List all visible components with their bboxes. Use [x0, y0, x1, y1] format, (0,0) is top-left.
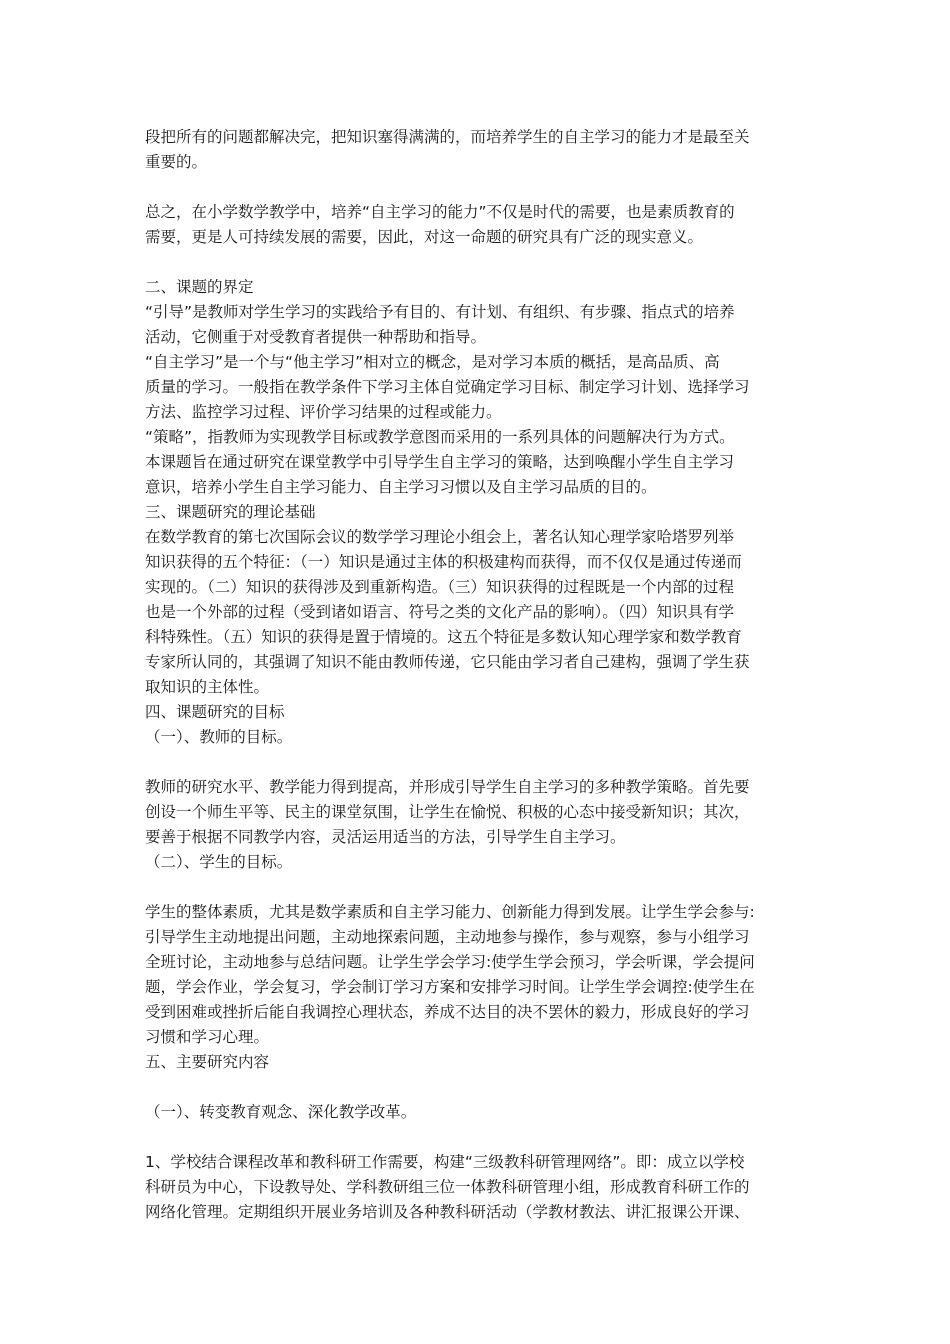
subheading-reform: （一）、转变教育观念、深化教学改革。 — [145, 1103, 417, 1121]
text-line: 活动，它侧重于对受教育者提供一种帮助和指导。 — [145, 328, 487, 346]
text-line: 也是一个外部的过程（受到诸如语言、符号之类的文化产品的影响）。（四）知识具有学 — [145, 603, 735, 621]
text-line: 创设一个师生平等、民主的课堂氛围，让学生在愉悦、积极的心态中接受新知识；其次， — [145, 803, 750, 821]
text-line: 习惯和学习心理。 — [145, 1028, 270, 1046]
text-line: 总之，在小学数学教学中，培养“自主学习的能力”不仅是时代的需要，也是素质教育的 — [145, 203, 735, 221]
subheading-student-goals: （二）、学生的目标。 — [145, 853, 293, 871]
text-line: 需要，更是人可持续发展的需要，因此，对这一命题的研究具有广泛的现实意义。 — [145, 228, 704, 246]
text-line: 在数学教育的第七次国际会议的数学学习理论小组会上，著名认知心理学家哈塔罗列举 — [145, 528, 735, 546]
text-line: 网络化管理。定期组织开展业务培训及各种教科研活动（学教材教法、讲汇报课公开课、 — [145, 1203, 750, 1221]
paragraph-block-1 — [145, 125, 815, 175]
text-line: 方法、监控学习过程、评价学习结果的过程或能力。 — [145, 403, 502, 421]
text-line: “引导”是教师对学生学习的实践给予有目的、有计划、有组织、有步骤、指点式的培养 — [145, 303, 735, 321]
paragraph-block-2 — [145, 200, 815, 250]
paragraph-block-4 — [145, 775, 815, 875]
paragraph-block-7 — [145, 1150, 815, 1225]
text-line: 取知识的主体性。 — [145, 678, 270, 696]
text-line: 质量的学习。一般指在教学条件下学习主体自觉确定学习目标、制定学习计划、选择学习 — [145, 378, 750, 396]
text-line: 科研员为中心，下设教导处、学科教研组三位一体教科研管理小组，形成教育科研工作的 — [145, 1178, 750, 1196]
text-line: 全班讨论，主动地参与总结问题。让学生学会学习:使学生学会预习，学会听课，学会提问 — [145, 953, 755, 971]
paragraph-block-3 — [145, 275, 815, 750]
section-heading-content: 五、主要研究内容 — [145, 1053, 270, 1071]
text-line: 教师的研究水平、教学能力得到提高，并形成引导学生自主学习的多种教学策略。首先要 — [145, 778, 750, 796]
document-body — [145, 125, 815, 1225]
section-heading-theory: 三、课题研究的理论基础 — [145, 503, 316, 521]
text-line: 专家所认同的，其强调了知识不能由教师传递，它只能由学习者自己建构，强调了学生获 — [145, 653, 750, 671]
text-line: “策略”，指教师为实现教学目标或教学意图而采用的一系列具体的问题解决行为方式。 — [145, 428, 735, 446]
text-line: “自主学习”是一个与“他主学习”相对立的概念，是对学习本质的概括，是高品质、高 — [145, 353, 720, 371]
paragraph-block-5 — [145, 900, 815, 1075]
paragraph-block-6 — [145, 1100, 815, 1125]
text-line: 实现的。（二）知识的获得涉及到重新构造。（三）知识获得的过程既是一个内部的过程 — [145, 578, 735, 596]
text-line: 学生的整体素质，尤其是数学素质和自主学习能力、创新能力得到发展。让学生学会参与: — [145, 903, 755, 921]
text-line: 知识获得的五个特征：（一）知识是通过主体的积极建构而获得，而不仅仅是通过传递而 — [145, 553, 742, 571]
text-line: 本课题旨在通过研究在课堂教学中引导学生自主学习的策略，达到唤醒小学生自主学习 — [145, 453, 735, 471]
text-line: 意识，培养小学生自主学习能力、自主学习习惯以及自主学习品质的目的。 — [145, 478, 657, 496]
text-line: 1、学校结合课程改革和教科研工作需要，构建“三级教科研管理网络”。即：成立以学校 — [145, 1153, 745, 1171]
text-line: 引导学生主动地提出问题，主动地探索问题，主动地参与操作，参与观察，参与小组学习 — [145, 928, 750, 946]
text-line: 科特殊性。（五）知识的获得是置于情境的。这五个特征是多数认知心理学家和数学教育 — [145, 628, 742, 646]
section-heading-definition: 二、课题的界定 — [145, 278, 254, 296]
section-heading-goals: 四、课题研究的目标 — [145, 703, 285, 721]
text-line: 受到困难或挫折后能自我调控心理状态，养成不达目的决不罢休的毅力，形成良好的学习 — [145, 1003, 750, 1021]
subheading-teacher-goals: （一）、教师的目标。 — [145, 728, 293, 746]
text-line: 重要的。 — [145, 153, 208, 171]
text-line: 段把所有的问题都解决完，把知识塞得满满的，而培养学生的自主学习的能力才是最至关 — [145, 128, 750, 146]
text-line: 要善于根据不同教学内容，灵活运用适当的方法，引导学生自主学习。 — [145, 828, 626, 846]
text-line: 题，学会作业，学会复习，学会制订学习方案和安排学习时间。让学生学会调控:使学生在 — [145, 978, 755, 996]
